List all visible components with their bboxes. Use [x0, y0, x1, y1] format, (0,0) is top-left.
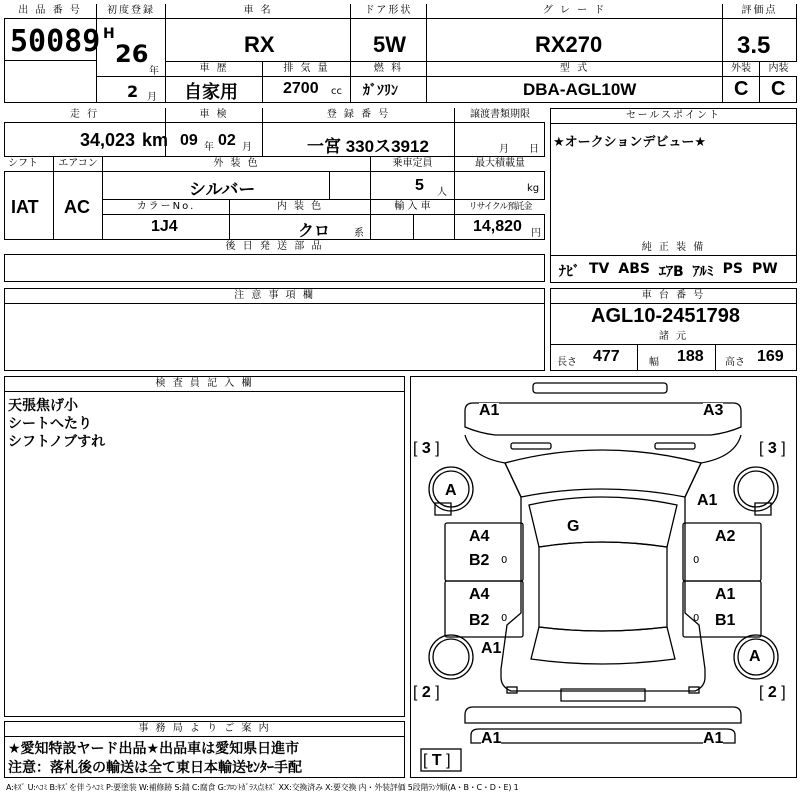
- tread-fl: [ 3 ]: [413, 440, 440, 457]
- mark-door-rl: A4: [469, 586, 490, 603]
- mark-zero-4: 0: [693, 613, 700, 624]
- color-no-label: カラーNo.: [103, 200, 229, 215]
- ext-color-cell: [103, 157, 371, 200]
- exterior-cell: [723, 62, 760, 103]
- length-label: 長さ: [557, 357, 577, 368]
- chassis-number: AGL10-2451798: [591, 305, 740, 327]
- ac-cell: [54, 157, 103, 240]
- mark-door-fr: A2: [715, 528, 736, 545]
- mark-hood-right: A1: [697, 492, 718, 509]
- inspector-label: 検 査 員 記 入 欄: [5, 377, 404, 392]
- fuel: ｶﾞｿﾘﾝ: [363, 83, 398, 99]
- shift-label: シフト: [4, 157, 53, 172]
- sales-point-label: セールスポイント: [551, 109, 796, 124]
- interior-cell: [760, 62, 797, 103]
- ac: AC: [64, 197, 90, 217]
- displacement: 2700: [283, 80, 319, 97]
- mark-door-fl-2: B2: [469, 552, 490, 569]
- interior-score: C: [771, 78, 786, 100]
- insp-year-unit: 年: [204, 142, 214, 153]
- car-diagram: [411, 377, 796, 777]
- equipment-item: PS: [722, 261, 743, 277]
- equipment-item: ｱﾙﾐ: [692, 264, 714, 280]
- office-box: [4, 721, 405, 778]
- car-name: RX: [244, 32, 275, 57]
- lot-number: 50089: [10, 24, 101, 59]
- transfer-day-unit: 日: [529, 144, 539, 155]
- mark-door-rr: A1: [715, 586, 736, 603]
- equipment-item: TV: [589, 261, 610, 277]
- capacity-cell: [371, 157, 455, 200]
- displacement-unit: cc: [331, 86, 342, 97]
- mark-quarter-rl: A1: [481, 640, 502, 657]
- ext-color-label: 外 装 色: [103, 157, 370, 172]
- tread-fr-value: 3: [767, 440, 777, 457]
- shift-cell: [4, 157, 54, 240]
- history: 自家用: [184, 82, 238, 102]
- reg-month: 2: [127, 82, 139, 101]
- fuel-label: 燃 料: [351, 62, 426, 77]
- era: H: [103, 26, 115, 42]
- later-parts-cell: [4, 240, 545, 282]
- color-no-cell: [103, 200, 230, 240]
- mark-tire-rr: A: [749, 648, 761, 665]
- car-diagram-box: [410, 376, 797, 778]
- mileage: 34,023: [80, 130, 136, 150]
- tread-rl-value: 2: [421, 684, 431, 701]
- exterior-label: 外装: [723, 62, 759, 77]
- month-unit: 月: [147, 92, 157, 103]
- insp-month: 02: [218, 132, 236, 149]
- mileage-unit: km: [142, 130, 169, 150]
- equipment-item: ABS: [618, 261, 650, 277]
- mark-tire-fl: A: [445, 482, 457, 499]
- mark-windshield: G: [567, 518, 580, 535]
- color-no: 1J4: [151, 218, 178, 235]
- width-label: 幅: [649, 357, 659, 368]
- capacity-unit: 人: [437, 187, 447, 198]
- load-label: 最大積載量: [455, 157, 545, 172]
- spec-label: 諸 元: [551, 330, 796, 345]
- notes-box: [4, 288, 545, 371]
- history-label: 車 歴: [166, 62, 262, 77]
- recycle-cell: [455, 200, 545, 240]
- score-cell: [723, 4, 797, 62]
- equipment-item: ﾅﾋﾞ: [559, 264, 580, 280]
- chassis-label: 車 台 番 号: [551, 289, 796, 304]
- tread-rr-value: 2: [767, 684, 777, 701]
- mark-rear-left: A1: [481, 730, 502, 747]
- mark-zero-3: 0: [501, 613, 508, 624]
- mark-door-fl: A4: [469, 528, 490, 545]
- import-cell: [371, 200, 455, 240]
- car-name-cell: [166, 4, 351, 62]
- width: 188: [677, 348, 704, 365]
- office-label: 事 務 局 よ り ご 案 内: [5, 722, 404, 737]
- spare-tire-value: T: [431, 752, 442, 769]
- equipment-list: [559, 261, 778, 281]
- model: DBA-AGL10W: [523, 80, 637, 99]
- reg-number: 一宮 330ス3912: [307, 137, 429, 156]
- recycle-label: リサイクル預託金: [455, 200, 545, 215]
- reg-number-label: 登 録 番 号: [263, 108, 454, 123]
- tread-rr: [ 2 ]: [759, 684, 786, 701]
- lot-cell: [4, 4, 101, 103]
- mark-zero-2: 0: [693, 555, 700, 566]
- chassis-box: [550, 288, 797, 371]
- ext-color: シルバー: [189, 180, 256, 199]
- tread-fl-value: 3: [421, 440, 431, 457]
- legend: A:ｷｽﾞ U:ﾍｺﾐ B:ｷｽﾞを伴うﾍｺﾐ P:要塗装 W:補修跡 S:錆 C:腐食 G:ﾌﾛﾝﾄｶﾞﾗｽ点ｷｽﾞ XX:交換済み X:要交換 内・外装評価 5段階ﾗﾝｸ順(A・B・C・D・E) 1: [6, 783, 519, 792]
- int-color: クロ: [298, 223, 331, 240]
- reg-year: 26: [115, 40, 149, 68]
- load-cell: [455, 157, 545, 200]
- score: 3.5: [737, 32, 771, 59]
- inspection-cell: [166, 108, 263, 157]
- int-color-cell: [230, 200, 371, 240]
- door-type: 5W: [373, 32, 406, 57]
- transfer-label: 譲渡書類期限: [455, 108, 545, 123]
- equipment-label: 純 正 装 備: [551, 241, 796, 256]
- exterior-score: C: [734, 78, 749, 100]
- mark-front-bumper-right: A3: [703, 402, 724, 419]
- model-label: 型 式: [427, 62, 722, 77]
- displacement-cell: [263, 62, 351, 103]
- mark-door-rl-2: B2: [469, 612, 490, 629]
- first-reg-label: 初度登録: [97, 4, 165, 19]
- equipment-item: ｴｱB: [658, 264, 684, 280]
- grade-label: グ レ ー ド: [427, 4, 722, 19]
- mark-door-rr-2: B1: [715, 612, 736, 629]
- inspector-line-2: シートへたり: [8, 416, 92, 432]
- spare-tire: [ T ]: [423, 752, 451, 769]
- interior-label: 内装: [760, 62, 797, 77]
- int-color-label: 内 装 色: [230, 200, 370, 215]
- score-label: 評価点: [723, 4, 796, 19]
- transfer-month-unit: 月: [499, 144, 509, 155]
- history-cell: [166, 62, 263, 103]
- shift: IAT: [11, 197, 39, 217]
- displacement-label: 排 気 量: [263, 62, 350, 77]
- insp-month-unit: 月: [242, 142, 252, 153]
- transfer-cell: [455, 108, 545, 157]
- capacity-label: 乗車定員: [371, 157, 454, 172]
- load-unit: kg: [527, 183, 540, 194]
- length: 477: [593, 348, 620, 365]
- door-cell: [351, 4, 427, 62]
- reg-number-cell: [263, 108, 455, 157]
- height-label: 高さ: [725, 357, 745, 368]
- inspector-box: [4, 376, 405, 717]
- grade-cell: [427, 4, 723, 62]
- office-line-2: 注意：落札後の輸送は全て東日本輸送ｾﾝﾀｰ手配: [8, 760, 302, 776]
- mark-rear-right: A1: [703, 730, 724, 747]
- recycle-unit: 円: [531, 228, 541, 239]
- mark-zero-1: 0: [501, 555, 508, 566]
- equipment-item: PW: [752, 261, 778, 277]
- import-label: 輸 入 車: [371, 200, 454, 215]
- capacity: 5: [415, 177, 424, 194]
- insp-year: 09: [180, 132, 198, 149]
- year-unit: 年: [149, 66, 159, 77]
- int-color-unit: 系: [354, 228, 364, 239]
- office-line-1: ★愛知特設ヤード出品★出品車は愛知県日進市: [8, 741, 300, 757]
- mark-front-bumper-left: A1: [479, 402, 500, 419]
- sales-point-box: [550, 108, 797, 283]
- first-reg-cell: [97, 4, 166, 103]
- fuel-cell: [351, 62, 427, 103]
- grade: RX270: [535, 32, 603, 57]
- later-parts-label: 後 日 発 送 部 品: [4, 240, 545, 255]
- mileage-label: 走 行: [4, 108, 165, 123]
- tread-rl: [ 2 ]: [413, 684, 440, 701]
- sales-point-text: ★オークションデビュー★: [553, 135, 707, 150]
- height: 169: [757, 348, 784, 365]
- mileage-cell: [4, 108, 169, 157]
- ac-label: エアコン: [54, 157, 102, 172]
- tread-fr: [ 3 ]: [759, 440, 786, 457]
- model-cell: [427, 62, 723, 103]
- notes-label: 注 意 事 項 欄: [5, 289, 544, 304]
- car-name-label: 車 名: [166, 4, 350, 19]
- lot-label: 出 品 番 号: [4, 4, 96, 19]
- recycle: 14,820: [473, 218, 522, 235]
- inspector-line-3: シフトノブすれ: [8, 434, 106, 450]
- inspection-label: 車 検: [166, 108, 262, 123]
- door-label: ドア形状: [351, 4, 426, 19]
- inspector-line-1: 天張焦げ小: [8, 398, 78, 414]
